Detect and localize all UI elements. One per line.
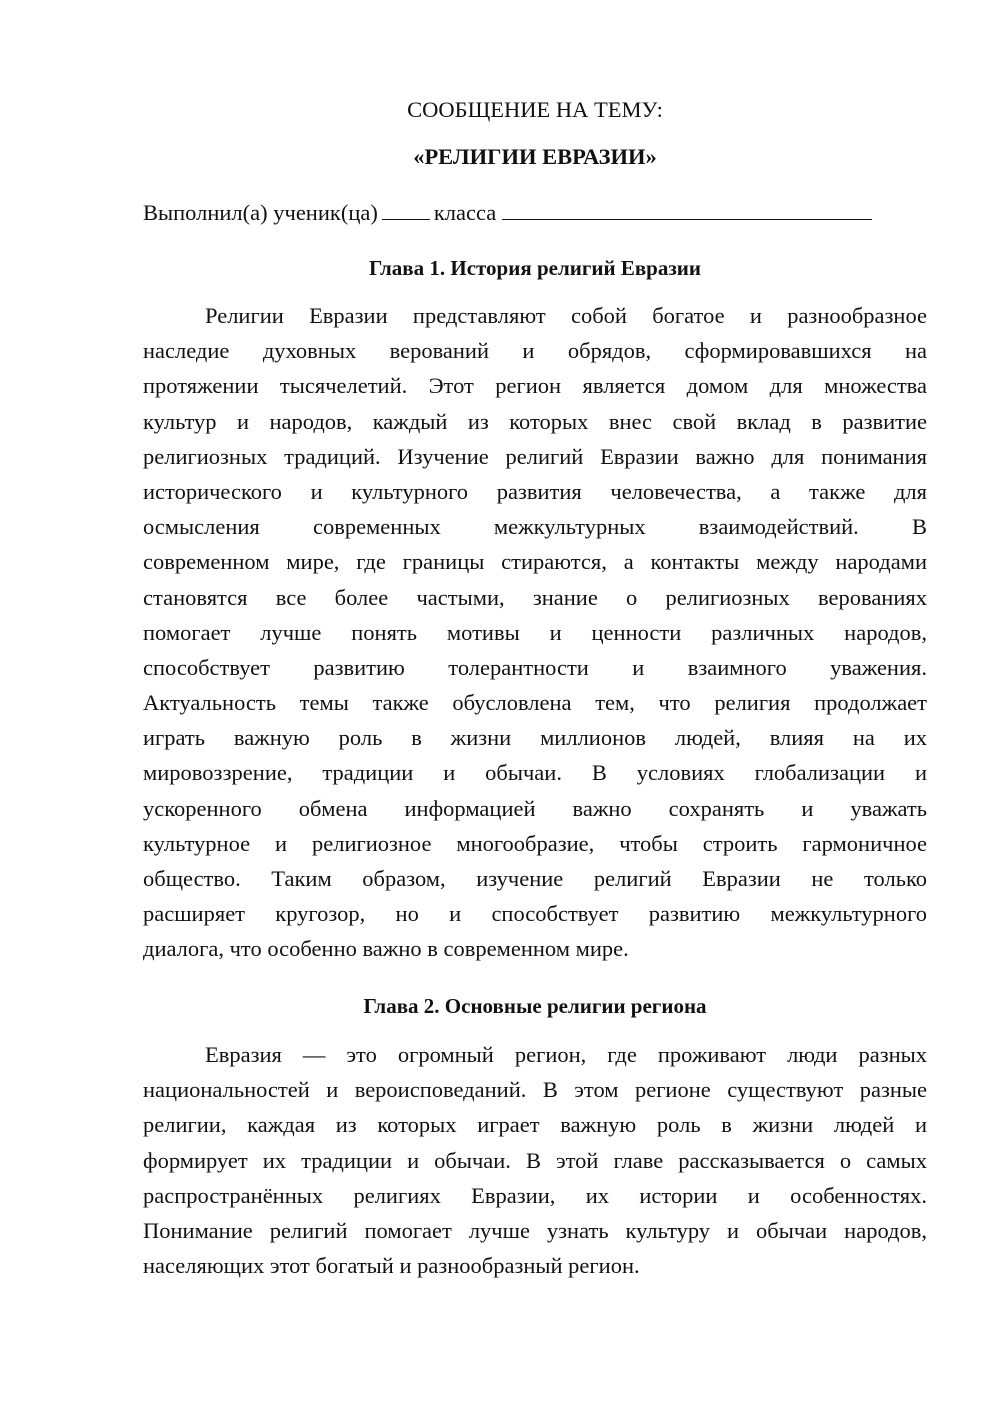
paragraph-line: диалога, что особенно важно в современном мире. (143, 936, 629, 962)
paragraph-line: Актуальность темы также обусловлена тем, что религия продолжает (143, 690, 927, 716)
class-label: класса (433, 200, 497, 225)
chapter-1-paragraph (143, 298, 927, 967)
paragraph-line: общество. Таким образом, изучение религий Евразии не только (143, 866, 927, 891)
paragraph-line: населяющих этот богатый и разнообразный регион. (143, 1253, 640, 1279)
paragraph-line: расширяет кругозор, но и способствует развитию межкультурного (143, 901, 927, 927)
paragraph-line: национальностей и вероисповеданий. В этом регионе существуют разные (143, 1077, 927, 1103)
chapter-1-heading: Глава 1. История религий Евразии (369, 256, 701, 280)
paragraph-line: культурное и религиозное многообразие, чтобы строить гармоничное (143, 830, 927, 856)
chapter-2-heading: Глава 2. Основные религии региона (363, 994, 707, 1018)
paragraph-line: религиозных традиций. Изучение религий Евразии важно для понимания (143, 443, 927, 469)
paragraph-line: распространённых религиях Евразии, их истории и особенностях. (143, 1182, 927, 1208)
document-title-line-1: СООБЩЕНИЕ НА ТЕМУ: (407, 97, 663, 122)
document-title-line-2: «РЕЛИГИИ ЕВРАЗИИ» (413, 144, 657, 169)
performer-line (143, 197, 927, 228)
paragraph-line: исторического и культурного развития человечества, а также для (143, 478, 927, 504)
paragraph-line: помогает лучше понять мотивы и ценности различных народов, (143, 619, 927, 645)
paragraph-line: способствует развитию толерантности и взаимного уважения. (143, 654, 927, 680)
paragraph-line: современном мире, где границы стираются, а контакты между народами (143, 549, 927, 575)
paragraph-line: наследие духовных верований и обрядов, сформировавшихся на (143, 338, 927, 364)
name-blank-field (502, 197, 872, 220)
paragraph-line: осмысления современных межкультурных взаимодействий. В (143, 514, 927, 540)
grade-blank-field (382, 197, 430, 220)
paragraph-line: становятся все более частыми, знание о религиозных верованиях (143, 584, 927, 610)
chapter-2-paragraph (143, 1037, 927, 1283)
paragraph-line: Понимание религий помогает лучше узнать культуру и обычаи народов, (143, 1217, 927, 1243)
paragraph-line: формирует их традиции и обычаи. В этой главе рассказывается о самых (143, 1147, 927, 1173)
paragraph-line: Евразия — это огромный регион, где проживают люди разных (205, 1042, 927, 1067)
paragraph-line: мировоззрение, традиции и обычаи. В условиях глобализации и (143, 760, 927, 786)
paragraph-line: протяжении тысячелетий. Этот регион является домом для множества (143, 373, 927, 399)
paragraph-line: ускоренного обмена информацией важно сохранять и уважать (143, 795, 927, 821)
paragraph-line: Религии Евразии представляют собой богатое и разнообразное (205, 303, 927, 328)
paragraph-line: играть важную роль в жизни миллионов людей, влияя на их (143, 725, 927, 751)
performer-prefix: Выполнил(а) ученик(ца) (143, 200, 378, 225)
paragraph-line: религии, каждая из которых играет важную роль в жизни людей и (143, 1112, 927, 1138)
paragraph-line: культур и народов, каждый из которых внес свой вклад в развитие (143, 408, 927, 434)
